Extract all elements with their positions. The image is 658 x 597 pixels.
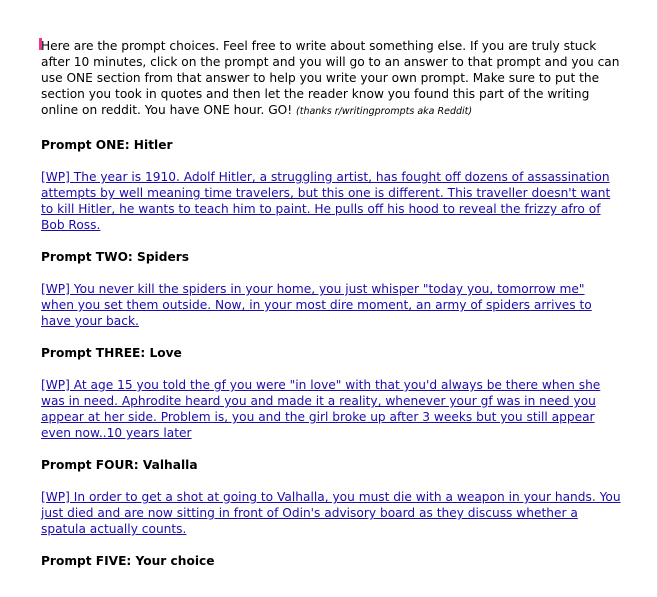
prompt-three-link[interactable]: [WP] At age 15 you told the gf you were "in love" with that you'd always be there when she was in need. Aphrodite heard you and made it a reality, whenever your gf was in need you appear at her side. Problem is, you and the girl broke up after 3 weeks but you still appear even now..10 years later	[41, 378, 601, 440]
intro-credit: (thanks r/writingprompts aka Reddit)	[296, 106, 473, 117]
prompt-one-heading: Prompt ONE: Hitler	[41, 138, 173, 152]
prompt-three-heading: Prompt THREE: Love	[41, 346, 182, 360]
prompt-one-link[interactable]: [WP] The year is 1910. Adolf Hitler, a struggling artist, has fought off dozens of assassination attempts by well meaning time travelers, but this one is different. This traveller doesn't want to kill Hitler, he wants to teach him to paint. He pulls off his hood to reveal the frizzy afro of Bob Ross.	[41, 170, 611, 232]
intro-paragraph	[41, 38, 621, 120]
document-body[interactable]	[41, 38, 621, 569]
intro-text: Here are the prompt choices. Feel free to write about something else. If you are truly stuck after 10 minutes, click on the prompt and you will go to an answer to that prompt and you can use ONE section from that answer to help you write your own prompt. Make sure to put the section you took in quotes and then let the reader know you found this part of the writing online on reddit. You have ONE hour. GO!	[41, 39, 620, 117]
prompt-four-heading: Prompt FOUR: Valhalla	[41, 458, 198, 472]
prompt-four-link[interactable]: [WP] In order to get a shot at going to Valhalla, you must die with a weapon in your hands. You just died and are now sitting in front of Odin's advisory board as they discuss whether a spatula actually counts.	[41, 490, 621, 536]
prompt-five-heading: Prompt FIVE: Your choice	[41, 554, 215, 568]
prompt-two-heading: Prompt TWO: Spiders	[41, 250, 189, 264]
prompt-two-link[interactable]: [WP] You never kill the spiders in your home, you just whisper "today you, tomorrow me" when you set them outside. Now, in your most dire moment, an army of spiders arrives to have your back.	[41, 282, 592, 328]
